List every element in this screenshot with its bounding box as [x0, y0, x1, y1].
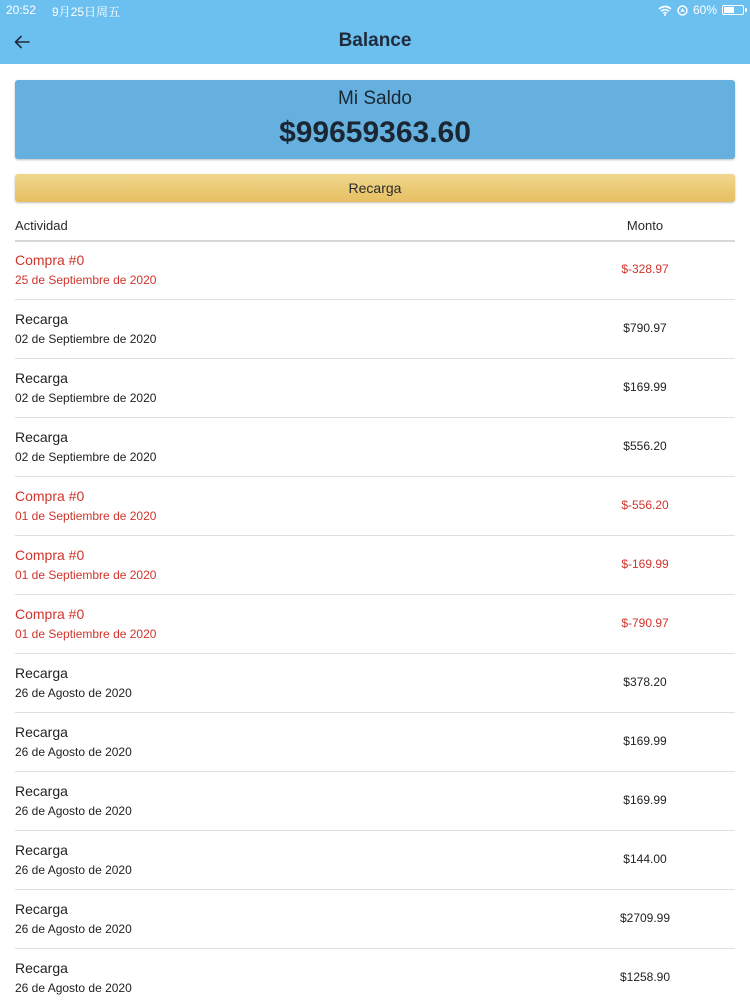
row-amount: $169.99: [623, 380, 667, 394]
row-amount: $144.00: [623, 852, 667, 866]
wifi-icon: [658, 5, 672, 16]
table-row[interactable]: [15, 654, 735, 713]
row-amount: $169.99: [623, 793, 667, 807]
row-amount: $169.99: [623, 734, 667, 748]
row-date: 26 de Agosto de 2020: [15, 686, 132, 700]
row-date: 26 de Agosto de 2020: [15, 981, 132, 995]
row-date: 01 de Septiembre de 2020: [15, 568, 157, 582]
row-title: Compra #0: [15, 547, 85, 563]
row-amount: $-328.97: [621, 262, 669, 276]
row-date: 25 de Septiembre de 2020: [15, 273, 157, 287]
table-row[interactable]: [15, 241, 735, 300]
nav-bar: [0, 20, 750, 64]
row-amount: $556.20: [623, 439, 667, 453]
row-amount: $790.97: [623, 321, 667, 335]
page-title: Balance: [338, 30, 412, 51]
row-date: 26 de Agosto de 2020: [15, 863, 132, 877]
row-date: 26 de Agosto de 2020: [15, 745, 132, 759]
balance-card: [15, 80, 735, 159]
row-date: 02 de Septiembre de 2020: [15, 332, 157, 346]
table-row[interactable]: [15, 536, 735, 595]
balance-amount: $99659363.60: [279, 116, 471, 149]
row-title: Recarga: [15, 724, 68, 740]
column-header-activity: Actividad: [15, 218, 68, 233]
row-title: Compra #0: [15, 606, 85, 622]
table-row[interactable]: [15, 713, 735, 772]
row-amount: $-790.97: [621, 616, 669, 630]
battery-level-fill: [724, 7, 734, 13]
table-row[interactable]: [15, 300, 735, 359]
row-amount: $-169.99: [621, 557, 669, 571]
table-row[interactable]: [15, 772, 735, 831]
row-title: Recarga: [15, 960, 68, 976]
row-title: Recarga: [15, 370, 68, 386]
column-header-amount: Monto: [626, 218, 664, 233]
top-bar: [0, 0, 750, 64]
location-icon: [677, 5, 688, 16]
row-title: Recarga: [15, 783, 68, 799]
table-row[interactable]: [15, 949, 735, 1000]
table-row[interactable]: [15, 595, 735, 654]
row-title: Recarga: [15, 311, 68, 327]
row-amount: $1258.90: [619, 970, 671, 984]
row-date: 01 de Septiembre de 2020: [15, 627, 157, 641]
row-title: Compra #0: [15, 488, 85, 504]
status-time: 20:52: [6, 3, 37, 17]
row-amount: $378.20: [623, 675, 667, 689]
status-bar: [0, 0, 750, 20]
row-date: 26 de Agosto de 2020: [15, 804, 132, 818]
row-amount: $2709.99: [619, 911, 671, 925]
table-row[interactable]: [15, 418, 735, 477]
activity-list: [15, 241, 735, 1000]
table-row[interactable]: [15, 359, 735, 418]
status-icons: [658, 3, 744, 17]
row-date: 01 de Septiembre de 2020: [15, 509, 157, 523]
row-title: Recarga: [15, 429, 68, 445]
row-date: 26 de Agosto de 2020: [15, 922, 132, 936]
row-title: Recarga: [15, 665, 68, 681]
row-title: Recarga: [15, 901, 68, 917]
table-row[interactable]: [15, 890, 735, 949]
battery-percentage: 60%: [692, 3, 717, 17]
table-header: [15, 208, 735, 242]
row-date: 02 de Septiembre de 2020: [15, 450, 157, 464]
recharge-button[interactable]: Recarga: [15, 174, 735, 202]
row-amount: $-556.20: [621, 498, 669, 512]
battery-icon: [722, 5, 744, 15]
row-title: Compra #0: [15, 252, 85, 268]
row-title: Recarga: [15, 842, 68, 858]
status-date: 9月25日周五: [52, 5, 121, 19]
balance-label: Mi Saldo: [338, 88, 412, 109]
row-date: 02 de Septiembre de 2020: [15, 391, 157, 405]
table-row[interactable]: [15, 831, 735, 890]
table-row[interactable]: [15, 477, 735, 536]
